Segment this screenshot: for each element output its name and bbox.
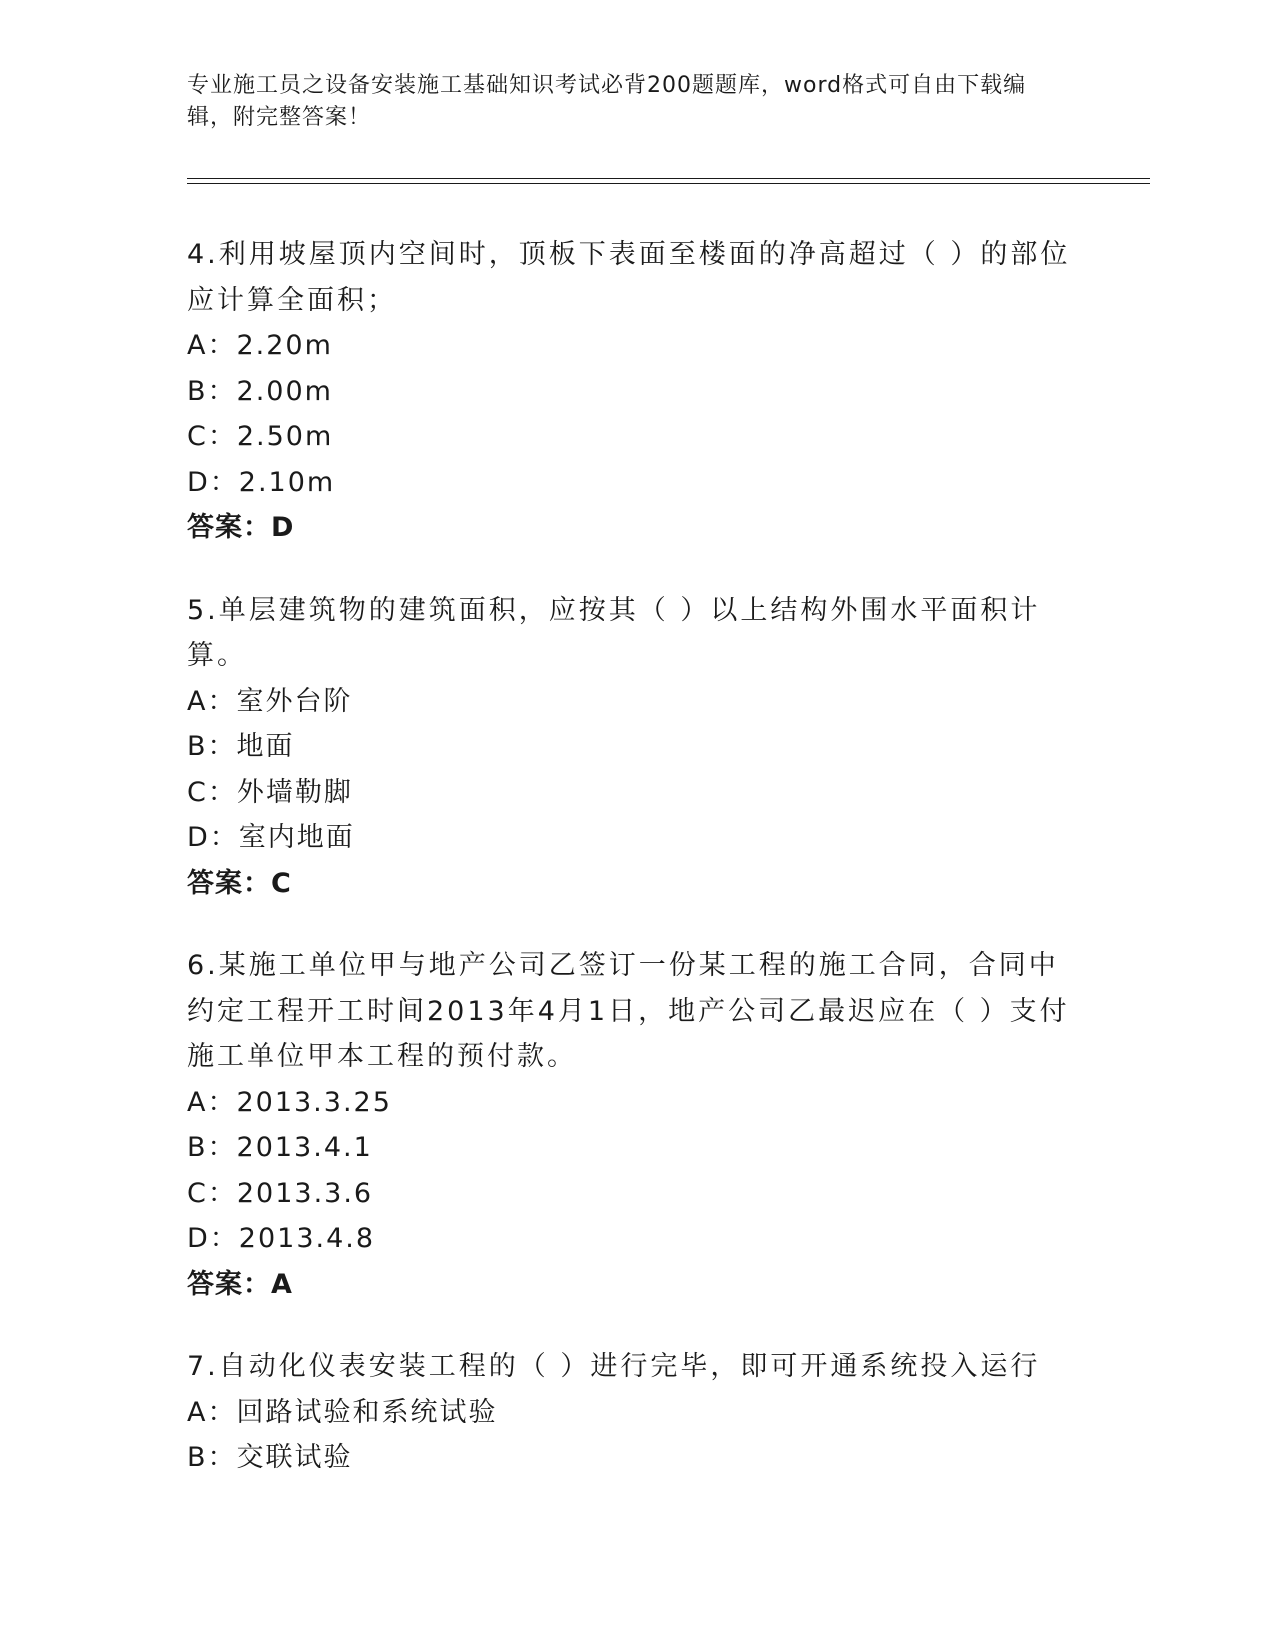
option-a: A：回路试验和系统试验 [187,1396,498,1428]
question-5 [187,588,1087,907]
question-7 [187,1344,1087,1481]
question-list [187,232,1087,1518]
answer: 答案：C [187,867,292,899]
option-a: A：室外台阶 [187,685,353,717]
question-stem: 6.某施工单位甲与地产公司乙签订一份某工程的施工合同，合同中约定工程开工时间2013年4月1日，地产公司乙最迟应在（ ）支付施工单位甲本工程的预付款。 [187,950,1070,1072]
option-d: D：室内地面 [187,822,355,853]
question-4 [187,232,1087,551]
option-a: A：2013.3.25 [187,1086,392,1118]
document-header: 专业施工员之设备安装施工基础知识考试必背200题题库，word格式可自由下载编辑，附完整答案！ [187,73,1027,130]
question-6 [187,943,1087,1307]
question-stem: 4.利用坡屋顶内空间时，顶板下表面至楼面的净高超过（ ）的部位应计算全面积； [187,239,1071,316]
option-c: C：外墙勒脚 [187,776,353,808]
option-a: A：2.20m [187,330,333,361]
option-b: B：交联试验 [187,1442,353,1473]
option-d: D：2.10m [187,466,336,498]
option-c: C：2.50m [187,421,334,452]
header-divider-top [187,178,1150,179]
answer: 答案：A [187,1268,293,1300]
option-b: B：地面 [187,731,295,762]
option-d: D：2013.4.8 [187,1223,376,1254]
answer: 答案：D [187,512,295,543]
option-b: B：2.00m [187,375,333,407]
option-b: B：2013.4.1 [187,1132,373,1163]
question-stem: 5.单层建筑物的建筑面积，应按其（ ）以上结构外围水平面积计算。 [187,594,1041,671]
option-c: C：2013.3.6 [187,1177,374,1209]
question-stem: 7.自动化仪表安装工程的（ ）进行完毕，即可开通系统投入运行 [187,1351,1041,1382]
header-divider-bottom [187,183,1150,184]
